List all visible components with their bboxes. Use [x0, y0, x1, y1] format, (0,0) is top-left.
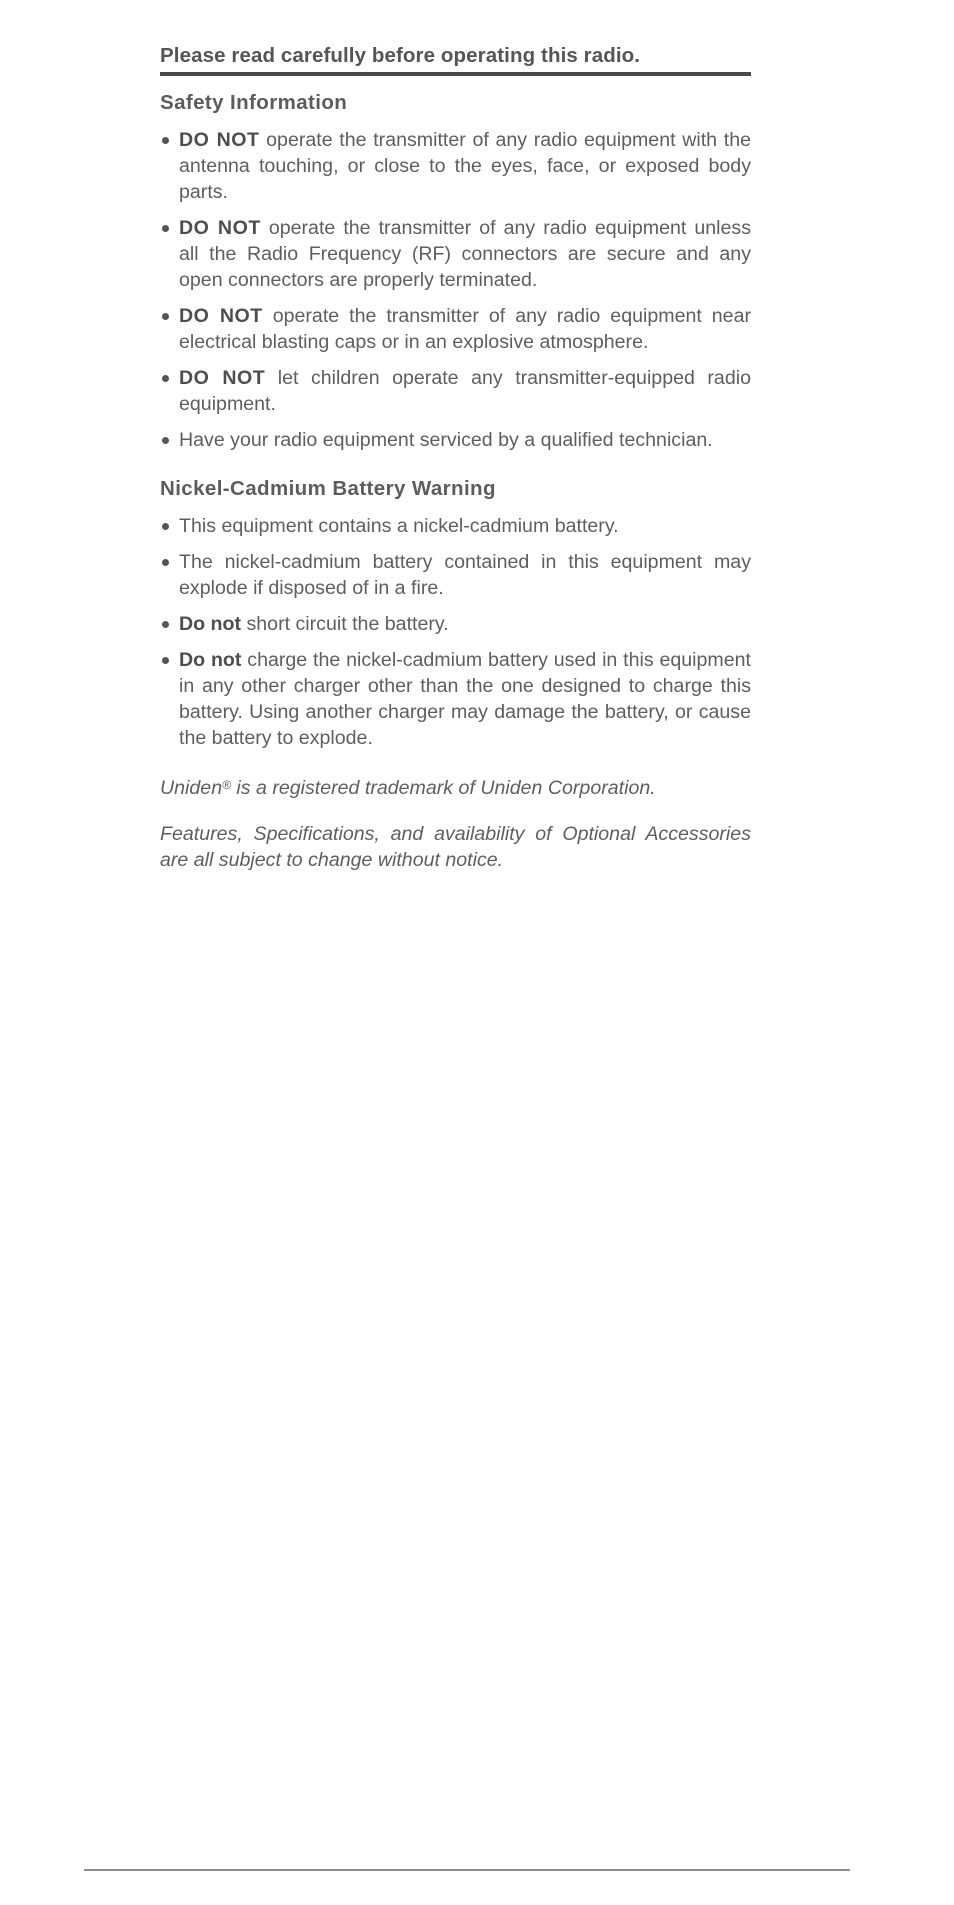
battery-list [160, 513, 751, 751]
battery-item [160, 647, 751, 751]
bullet-dot-icon [162, 375, 169, 382]
battery-item-text: This equipment contains a nickel-cadmium battery. [179, 515, 619, 537]
safety-list [160, 127, 751, 453]
safety-item [160, 303, 751, 355]
warning-emphasis: DO NOT [179, 217, 261, 239]
bullet-dot-icon [162, 621, 169, 628]
safety-item [160, 365, 751, 417]
warning-emphasis: DO NOT [179, 367, 266, 389]
safety-item [160, 215, 751, 293]
battery-item-text: charge the nickel-cadmium battery used in this equipment in any other charger other than the one designed to charge this battery. Using another charger may damage the battery, or cause the battery to explode. [179, 649, 751, 749]
battery-item-text: short circuit the battery. [246, 613, 449, 635]
safety-item-text: let children operate any transmitter-equipped radio equipment. [179, 367, 751, 415]
bottom-rule [84, 1869, 850, 1871]
warning-emphasis: DO NOT [179, 129, 260, 151]
safety-item-text: operate the transmitter of any radio equipment unless all the Radio Frequency (RF) connectors are secure and any open connectors are properly terminated. [179, 217, 751, 291]
bullet-dot-icon [162, 523, 169, 530]
battery-item [160, 513, 751, 539]
safety-item-text: operate the transmitter of any radio equipment with the antenna touching, or close to the eyes, face, or exposed body parts. [179, 129, 752, 203]
safety-item [160, 427, 751, 453]
safety-section-heading: Safety Information [160, 91, 348, 114]
features-note: Features, Specifications, and availability of Optional Accessories are all subject to change without notice. [160, 822, 751, 871]
registered-mark: ® [222, 778, 231, 792]
safety-item-text: Have your radio equipment serviced by a qualified technician. [179, 429, 713, 451]
battery-item-text: The nickel-cadmium battery contained in this equipment may explode if disposed of in a fire. [179, 551, 751, 599]
page-content [160, 44, 751, 887]
trademark-brand: Uniden [160, 777, 223, 799]
safety-item [160, 127, 751, 205]
trademark-text: is a registered trademark of Uniden Corporation. [236, 777, 656, 799]
trademark-note [160, 775, 751, 801]
bullet-dot-icon [162, 313, 169, 320]
bullet-dot-icon [162, 657, 169, 664]
bullet-dot-icon [162, 225, 169, 232]
warning-emphasis: DO NOT [179, 305, 263, 327]
battery-section-heading: Nickel-Cadmium Battery Warning [160, 477, 496, 500]
bullet-dot-icon [162, 137, 169, 144]
bullet-dot-icon [162, 437, 169, 444]
safety-item-text: operate the transmitter of any radio equipment near electrical blasting caps or in an explosive atmosphere. [179, 305, 751, 353]
battery-item [160, 549, 751, 601]
warning-emphasis: Do not [179, 613, 242, 635]
page-title: Please read carefully before operating this radio. [160, 44, 751, 76]
bullet-dot-icon [162, 559, 169, 566]
warning-emphasis: Do not [179, 649, 242, 671]
battery-item [160, 611, 751, 637]
